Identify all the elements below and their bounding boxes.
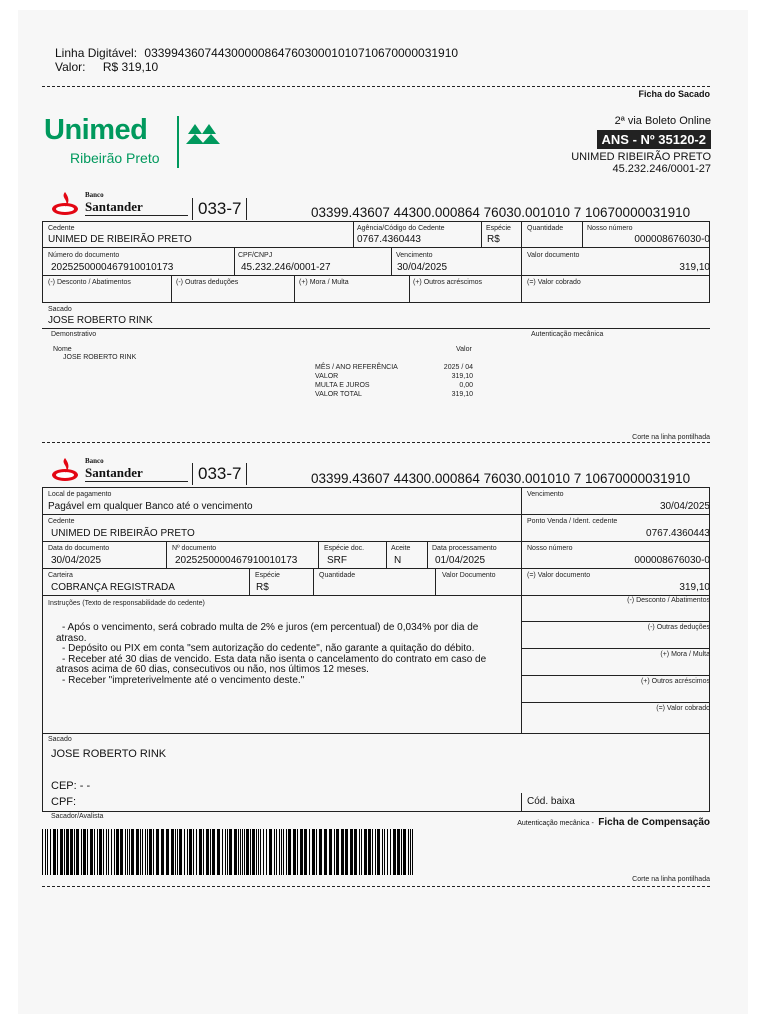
ficha-nosso-numero-value: 000008676030-0: [634, 555, 710, 566]
barcode-bar: [345, 829, 348, 875]
vencimento-label: Vencimento: [396, 252, 433, 259]
num-doc-label: Número do documento: [48, 252, 120, 259]
ficha-especie-value: R$: [256, 582, 269, 593]
ficha-outros-acrescimos-label: (+) Outros acréscimos: [640, 678, 710, 685]
barcode-bar: [76, 829, 79, 875]
barcode-bar: [286, 829, 287, 875]
local-value: Pagável em qualquer Banco até o vencimento: [48, 501, 253, 512]
barcode-bar: [53, 829, 56, 875]
barcode-bar: [156, 829, 159, 875]
corte-label-2: Corte na linha pontilhada: [632, 876, 710, 883]
ficha-cedente-label: Cedente: [48, 518, 75, 525]
barcode-bar: [193, 829, 194, 875]
especie-label: Espécie: [486, 225, 511, 232]
detalhe-key-3: VALOR TOTAL: [315, 391, 362, 398]
ficha-hline-8: [521, 702, 710, 703]
barcode-bar: [319, 829, 322, 875]
barcode-bar: [408, 829, 409, 875]
barcode-bar: [244, 829, 245, 875]
barcode-bar: [147, 829, 148, 875]
nome-value: JOSE ROBERTO RINK: [63, 354, 137, 361]
especie-value: R$: [487, 234, 500, 245]
ficha-valor-cobrado-label: (=) Valor cobrado: [656, 705, 710, 712]
barcode-bar: [368, 829, 371, 875]
barcode-bar: [225, 829, 226, 875]
barcode-bar: [393, 829, 396, 875]
barcode-bar: [114, 829, 115, 875]
barcode-bar: [377, 829, 380, 875]
ficha-sacado-label: Sacado: [48, 736, 72, 743]
barcode-bar: [42, 829, 43, 875]
valor-documento-label: Valor Documento: [442, 572, 496, 579]
barcode-bar: [234, 829, 237, 875]
barcode-bar: [74, 829, 75, 875]
barcode-bar: [410, 829, 411, 875]
detalhe-val-2: 0,00: [459, 382, 473, 389]
barcode-bar: [397, 829, 400, 875]
barcode-bar: [99, 829, 102, 875]
cut-line-2: [42, 886, 710, 887]
aceite-label: Aceite: [391, 545, 411, 552]
barcode-bar: [189, 829, 192, 875]
barcode-bar: [177, 829, 178, 875]
barcode-bar: [136, 829, 139, 875]
barcode-bar: [387, 829, 388, 875]
barcode-bar: [47, 829, 48, 875]
bank-code-text: 033-7: [198, 199, 242, 218]
nome-label: Nome: [53, 346, 72, 353]
barcode-bar: [279, 829, 280, 875]
barcode-bar: [45, 829, 46, 875]
barcode-bar: [361, 829, 362, 875]
valor-doc-label: Valor documento: [527, 252, 580, 259]
ficha-desconto-label: (-) Desconto / Abatimentos: [627, 597, 710, 604]
barcode-bar: [382, 829, 383, 875]
ficha-hline-9: [42, 733, 710, 734]
barcode-bar: [288, 829, 291, 875]
barcode-bar: [252, 829, 255, 875]
unimed-name: UNIMED RIBEIRÃO PRETO: [571, 151, 711, 163]
cut-line-top: [42, 86, 710, 87]
nosso-numero-value: 000008676030-0: [634, 234, 710, 245]
barcode-bar: [403, 829, 406, 875]
ficha-vline-6: [313, 568, 314, 595]
unimed-logo-divider: [177, 116, 179, 168]
ficha-vline-4: [427, 541, 428, 568]
barcode-bar: [64, 829, 65, 875]
ponto-venda-label: Ponto Venda / Ident. cedente: [527, 518, 618, 525]
unimed-logo-text: Unimed: [44, 114, 148, 146]
valor-label: Valor:: [55, 60, 86, 74]
ficha-quantidade-label: Quantidade: [319, 572, 356, 579]
cpf-cnpj-label: CPF/CNPJ: [238, 252, 273, 259]
recibo-vline-4: [582, 221, 583, 247]
recibo-vline-7: [171, 275, 172, 303]
demonstrativo-label: Demonstrativo: [51, 331, 97, 338]
barcode-bar: [90, 829, 93, 875]
mora-label: (+) Mora / Multa: [299, 279, 349, 286]
especie-doc-value: SRF: [327, 555, 347, 566]
instrucao-line-3: - Receber até 30 dias de vencido. Esta data não isenta o cancelamento do contrato em caso de: [62, 653, 487, 665]
barcode-bar: [364, 829, 367, 875]
ficha-vline-7: [435, 568, 436, 595]
barcode-bar: [276, 829, 277, 875]
recibo-vline-5: [234, 247, 235, 275]
barcode-bar: [283, 829, 284, 875]
barcode-bar: [94, 829, 95, 875]
carteira-value: COBRANÇA REGISTRADA: [51, 582, 175, 593]
ficha-valor-doc-label: (=) Valor documento: [527, 572, 591, 579]
linha-digitavel-value: 03399436074430000086476030001010710670000031910: [144, 46, 459, 60]
detalhe-val-1: 319,10: [451, 373, 473, 380]
barcode-bar: [149, 829, 152, 875]
linha-digitavel: [55, 46, 458, 60]
valor-value: R$ 319,10: [102, 60, 159, 74]
ficha-outras-deducoes-label: (-) Outras deduções: [647, 624, 710, 631]
segunda-via: 2ª via Boleto Online: [614, 115, 711, 127]
barcode-bar: [312, 829, 315, 875]
ficha-valor-doc-value: 319,10: [679, 582, 710, 593]
ficha-compensacao-title: Ficha de Compensação: [598, 817, 710, 828]
bank-code-1: [192, 198, 247, 220]
barcode-bar: [258, 829, 259, 875]
aceite-value: N: [394, 555, 402, 566]
barcode-bar: [106, 829, 107, 875]
barcode-bar: [336, 829, 339, 875]
barcode-bar: [206, 829, 209, 875]
cedente-label: Cedente: [48, 225, 75, 232]
linha-digitavel-2: 03399.43607 44300.000864 76030.001010 7 10670000031910: [311, 471, 691, 486]
barcode-bar: [116, 829, 119, 875]
data-proc-value: 01/04/2025: [435, 555, 486, 566]
linha-digitavel-label: Linha Digitável:: [55, 46, 138, 60]
valor-doc-value: 319,10: [679, 262, 710, 273]
barcode-bar: [390, 829, 391, 875]
vencimento-value: 30/04/2025: [397, 262, 448, 273]
barcode-bar: [256, 829, 257, 875]
data-proc-label: Data processamento: [432, 545, 497, 552]
barcode-bar: [324, 829, 327, 875]
barcode-bar: [196, 829, 197, 875]
detalhe-val-0: 2025 / 04: [443, 364, 473, 371]
ans-text: ANS - Nº 35120-2: [601, 132, 706, 147]
barcode-bar: [81, 829, 82, 875]
banco-label-2: Banco: [85, 457, 104, 465]
cep-value: CEP: - -: [51, 780, 91, 792]
ficha-hline-1: [42, 514, 710, 515]
detalhe-key-2: MULTA E JUROS: [315, 382, 370, 389]
recibo-hline-1: [42, 247, 710, 248]
barcode-bar: [125, 829, 126, 875]
barcode-bar: [341, 829, 344, 875]
barcode-bar: [60, 829, 63, 875]
outras-deducoes-label: (-) Outras deduções: [176, 279, 239, 286]
autenticacao-label: Autenticação mecânica: [531, 331, 604, 338]
unimed-logo-sub: Ribeirão Preto: [70, 150, 160, 166]
barcode-bar: [210, 829, 211, 875]
valor-col-label: Valor: [456, 346, 472, 353]
valor-cobrado-label: (=) Valor cobrado: [527, 279, 581, 286]
santander-flame-icon: [50, 191, 80, 217]
instrucao-line-4: atrasos acima de 60 dias, consecutivos ou não, nos últimos 12 meses.: [56, 664, 369, 675]
recibo-hline-2: [42, 275, 710, 276]
barcode-bar: [222, 829, 223, 875]
barcode-bar: [260, 829, 261, 875]
ficha-hline-5: [521, 621, 710, 622]
santander-flame-icon: [50, 457, 80, 483]
barcode-bar: [401, 829, 402, 875]
cpf-value: CPF:: [51, 796, 77, 808]
instrucao-line-1: atraso.: [56, 632, 87, 644]
barcode: [42, 829, 418, 875]
santander-name: Santander: [85, 199, 143, 214]
barcode-bar: [199, 829, 202, 875]
ficha-mora-label: (+) Mora / Multa: [660, 651, 710, 658]
cedente-value: UNIMED DE RIBEIRÃO PRETO: [48, 234, 192, 245]
cut-line-1: [42, 442, 710, 443]
barcode-bar: [269, 829, 272, 875]
bank-code-text-2: 033-7: [198, 464, 242, 483]
outros-acrescimos-label: (+) Outros acréscimos: [413, 279, 483, 286]
unimed-cnpj: 45.232.246/0001-27: [612, 163, 711, 175]
cpf-cnpj-value: 45.232.246/0001-27: [241, 262, 331, 273]
barcode-bar: [166, 829, 169, 875]
autenticacao-ficha: [517, 812, 710, 830]
barcode-bar: [153, 829, 154, 875]
unimed-tree-icon: [183, 120, 223, 150]
barcode-bar: [293, 829, 296, 875]
barcode-bar: [274, 829, 275, 875]
recibo-vline-6: [391, 247, 392, 275]
instrucoes-text: [56, 623, 486, 686]
detalhe-key-0: MÊS / ANO REFERÊNCIA: [315, 364, 398, 371]
barcode-bar: [145, 829, 146, 875]
barcode-bar: [120, 829, 123, 875]
ficha-hline-6: [521, 648, 710, 649]
barcode-bar: [57, 829, 58, 875]
sacador-label: Sacador/Avalista: [51, 813, 104, 820]
barcode-bar: [304, 829, 307, 875]
ficha-hline-2: [42, 541, 710, 542]
santander-logo-1: [50, 190, 190, 218]
ficha-vencimento-value: 30/04/2025: [659, 501, 710, 512]
barcode-bar: [111, 829, 112, 875]
linha-digitavel-1: 03399.43607 44300.000864 76030.001010 7 10670000031910: [311, 205, 691, 220]
santander-logo-2: [50, 456, 190, 484]
barcode-bar: [217, 829, 220, 875]
cod-baixa-divider: [521, 793, 522, 812]
ficha-especie-label: Espécie: [255, 572, 280, 579]
quantidade-label: Quantidade: [527, 225, 564, 232]
barcode-bar: [83, 829, 86, 875]
barcode-bar: [171, 829, 174, 875]
recibo-vline-8: [294, 275, 295, 303]
nosso-numero-label: Nosso número: [587, 225, 633, 232]
barcode-bar: [375, 829, 376, 875]
especie-doc-label: Espécie doc.: [324, 545, 365, 552]
recibo-vline-3: [521, 221, 522, 303]
ficha-sacado-title: Ficha do Sacado: [638, 89, 710, 99]
barcode-bar: [127, 829, 128, 875]
barcode-bar: [87, 829, 88, 875]
autenticacao-ficha-label: Autenticação mecânica -: [517, 820, 594, 827]
ficha-right-col-line: [521, 487, 522, 733]
barcode-bar: [309, 829, 310, 875]
barcode-bar: [212, 829, 215, 875]
ficha-vline-5: [249, 568, 250, 595]
barcode-bar: [161, 829, 164, 875]
barcode-bar: [66, 829, 69, 875]
ficha-vline-2: [318, 541, 319, 568]
barcode-bar: [316, 829, 317, 875]
barcode-bar: [263, 829, 264, 875]
barcode-bar: [412, 829, 413, 875]
ficha-nosso-numero-label: Nosso número: [527, 545, 573, 552]
ficha-vline-3: [386, 541, 387, 568]
santander-underline-2: [85, 481, 188, 482]
recibo-sacado-line: [42, 328, 710, 329]
barcode-bar: [108, 829, 109, 875]
ficha-num-doc-label: Nº documento: [172, 545, 217, 552]
barcode-bar: [70, 829, 73, 875]
instrucao-line-5: - Receber "impreterivelmente até o vencimento deste.": [62, 674, 305, 686]
banco-label: Banco: [85, 191, 104, 199]
barcode-bar: [240, 829, 241, 875]
sacado-value: JOSE ROBERTO RINK: [48, 315, 153, 326]
data-doc-value: 30/04/2025: [51, 555, 102, 566]
barcode-bar: [229, 829, 232, 875]
local-label: Local de pagamento: [48, 491, 112, 498]
barcode-bar: [238, 829, 239, 875]
barcode-bar: [140, 829, 141, 875]
unimed-logo: [42, 112, 232, 172]
barcode-bar: [350, 829, 353, 875]
recibo-vline-2: [481, 221, 482, 247]
barcode-bar: [103, 829, 104, 875]
ans-badge: [597, 130, 711, 149]
barcode-bar: [384, 829, 385, 875]
ficha-num-doc-value: 2025250000467910010173: [175, 555, 298, 566]
ficha-hline-7: [521, 675, 710, 676]
barcode-bar: [175, 829, 176, 875]
ficha-cedente-value: UNIMED DE RIBEIRÃO PRETO: [51, 528, 195, 539]
instrucao-line-2: - Depósito ou PIX em conta "sem autorização do cedente", não garante a quitação do débito.: [62, 643, 475, 654]
num-doc-value: 2025250000467910010173: [51, 262, 174, 273]
barcode-bar: [227, 829, 228, 875]
barcode-bar: [300, 829, 303, 875]
barcode-bar: [203, 829, 204, 875]
santander-underline: [85, 215, 188, 216]
barcode-bar: [179, 829, 182, 875]
barcode-bar: [131, 829, 134, 875]
instrucao-line-0: - Após o vencimento, será cobrado multa de 2% e juros (em percentual) de 0,034% por dia de: [62, 622, 479, 633]
bank-code-2: [192, 463, 247, 485]
barcode-bar: [372, 829, 373, 875]
corte-label-1: Corte na linha pontilhada: [632, 434, 710, 441]
agencia-label: Agência/Código do Cedente: [357, 225, 445, 232]
ficha-vencimento-label: Vencimento: [527, 491, 564, 498]
ficha-vline-1: [166, 541, 167, 568]
barcode-bar: [329, 829, 332, 875]
recibo-vline-9: [409, 275, 410, 303]
desconto-label: (-) Desconto / Abatimentos: [48, 279, 131, 286]
barcode-bar: [281, 829, 282, 875]
barcode-bar: [129, 829, 130, 875]
ficha-hline-3: [42, 568, 710, 569]
detalhe-val-3: 319,10: [451, 391, 473, 398]
barcode-bar: [297, 829, 298, 875]
barcode-bar: [354, 829, 357, 875]
barcode-bar: [187, 829, 188, 875]
valor-line: [55, 60, 158, 74]
barcode-bar: [359, 829, 360, 875]
ficha-hline-4: [42, 595, 710, 596]
sacado-label: Sacado: [48, 306, 72, 313]
barcode-bar: [184, 829, 185, 875]
data-doc-label: Data do documento: [48, 545, 110, 552]
ponto-venda-value: 0767.4360443: [646, 528, 710, 539]
santander-name-2: Santander: [85, 465, 143, 480]
instrucoes-label: Instruções (Texto de responsabilidade do cedente): [48, 600, 205, 607]
ficha-sacado-value: JOSE ROBERTO RINK: [51, 748, 167, 760]
barcode-bar: [242, 829, 243, 875]
carteira-label: Carteira: [48, 572, 73, 579]
barcode-bar: [266, 829, 267, 875]
barcode-bar: [50, 829, 51, 875]
detalhe-key-1: VALOR: [315, 373, 339, 380]
barcode-bar: [142, 829, 143, 875]
agencia-value: 0767.4360443: [357, 234, 421, 245]
barcode-bar: [250, 829, 251, 875]
barcode-bar: [246, 829, 249, 875]
cod-baixa-value: Cód. baixa: [527, 796, 575, 807]
barcode-bar: [97, 829, 98, 875]
recibo-vline-1: [353, 221, 354, 247]
barcode-bar: [334, 829, 335, 875]
